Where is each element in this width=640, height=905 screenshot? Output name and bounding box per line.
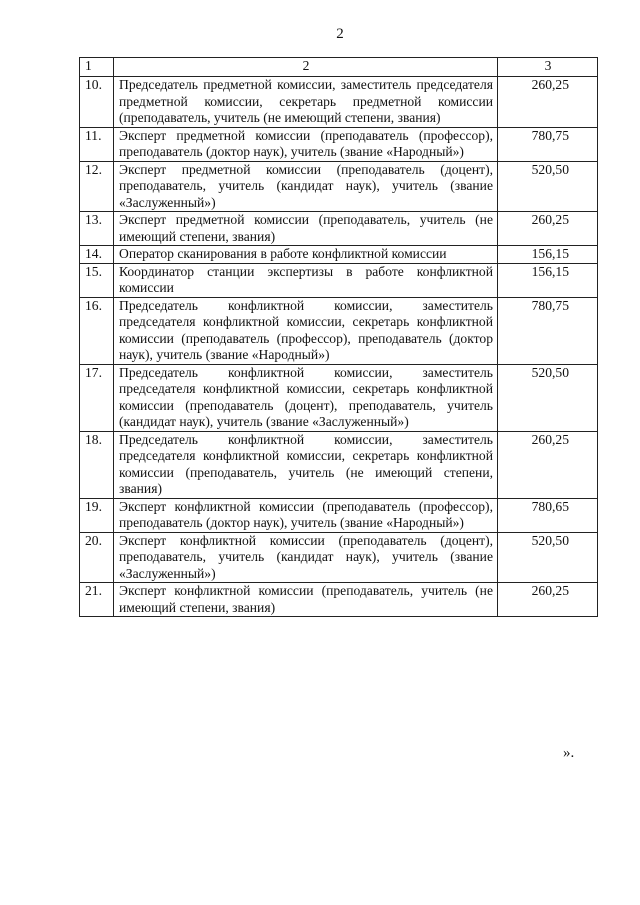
table-row: [80, 431, 598, 498]
row-description-cell: Оператор сканирования в работе конфликтной комиссии: [114, 246, 498, 264]
table-row: [80, 364, 598, 431]
table-header-row: [80, 58, 598, 77]
closing-quote-mark: ».: [563, 745, 575, 761]
row-description-cell: Координатор станции экспертизы в работе конфликтной комиссии: [114, 263, 498, 297]
row-number-cell: 18.: [80, 431, 114, 498]
table-row: [80, 77, 598, 128]
row-value-cell: 260,25: [498, 77, 598, 128]
table-row: [80, 161, 598, 212]
row-number-cell: 13.: [80, 212, 114, 246]
row-description-cell: Эксперт конфликтной комиссии (преподаватель (профессор), преподаватель (доктор наук), учитель (звание «Народный»): [114, 498, 498, 532]
row-description-cell: Эксперт конфликтной комиссии (преподаватель (доцент), преподаватель, учитель (кандидат наук), учитель (звание «Заслуженный»): [114, 532, 498, 583]
row-value-cell: 520,50: [498, 161, 598, 212]
row-description-cell: Эксперт конфликтной комиссии (преподаватель, учитель (не имеющий степени, звания): [114, 583, 498, 617]
header-cell-value: 3: [498, 58, 598, 77]
row-value-cell: 260,25: [498, 212, 598, 246]
row-number-cell: 16.: [80, 297, 114, 364]
row-number-cell: 12.: [80, 161, 114, 212]
row-value-cell: 780,75: [498, 297, 598, 364]
table-row: [80, 127, 598, 161]
row-number-cell: 19.: [80, 498, 114, 532]
row-number-cell: 14.: [80, 246, 114, 264]
row-description-cell: Председатель предметной комиссии, заместитель председателя предметной комиссии, секретарь предметной комиссии (преподаватель, учитель (не имеющий степени, звания): [114, 77, 498, 128]
table-row: [80, 212, 598, 246]
row-description-cell: Председатель конфликтной комиссии, заместитель председателя конфликтной комиссии, секретарь конфликтной комиссии (преподаватель, учитель (не имеющий степени, звания): [114, 431, 498, 498]
row-value-cell: 520,50: [498, 532, 598, 583]
row-number-cell: 10.: [80, 77, 114, 128]
row-description-cell: Эксперт предметной комиссии (преподаватель (профессор), преподаватель (доктор наук), учитель (звание «Народный»): [114, 127, 498, 161]
row-value-cell: 260,25: [498, 431, 598, 498]
row-value-cell: 156,15: [498, 263, 598, 297]
row-number-cell: 21.: [80, 583, 114, 617]
row-number-cell: 15.: [80, 263, 114, 297]
table-row: [80, 263, 598, 297]
table-row: [80, 532, 598, 583]
table-row: [80, 498, 598, 532]
row-number-cell: 11.: [80, 127, 114, 161]
row-description-cell: Эксперт предметной комиссии (преподаватель, учитель (не имеющий степени, звания): [114, 212, 498, 246]
row-value-cell: 780,65: [498, 498, 598, 532]
row-value-cell: 780,75: [498, 127, 598, 161]
table-row: [80, 583, 598, 617]
row-number-cell: 17.: [80, 364, 114, 431]
row-description-cell: Эксперт предметной комиссии (преподаватель (доцент), преподаватель, учитель (кандидат наук), учитель (звание «Заслуженный»): [114, 161, 498, 212]
row-value-cell: 520,50: [498, 364, 598, 431]
page-number: 2: [336, 26, 344, 42]
table-row: [80, 297, 598, 364]
header-cell-number: 1: [80, 58, 114, 77]
row-value-cell: 260,25: [498, 583, 598, 617]
header-cell-description: 2: [114, 58, 498, 77]
rates-table: [79, 57, 598, 617]
row-description-cell: Председатель конфликтной комиссии, заместитель председателя конфликтной комиссии, секретарь конфликтной комиссии (преподаватель (профессор), преподаватель (доктор наук), учитель (звание «Народный»): [114, 297, 498, 364]
row-number-cell: 20.: [80, 532, 114, 583]
row-description-cell: Председатель конфликтной комиссии, заместитель председателя конфликтной комиссии, секретарь конфликтной комиссии (преподаватель (доцент), преподаватель, учитель (кандидат наук), учитель (звание «Заслуженный»): [114, 364, 498, 431]
table-row: [80, 246, 598, 264]
row-value-cell: 156,15: [498, 246, 598, 264]
